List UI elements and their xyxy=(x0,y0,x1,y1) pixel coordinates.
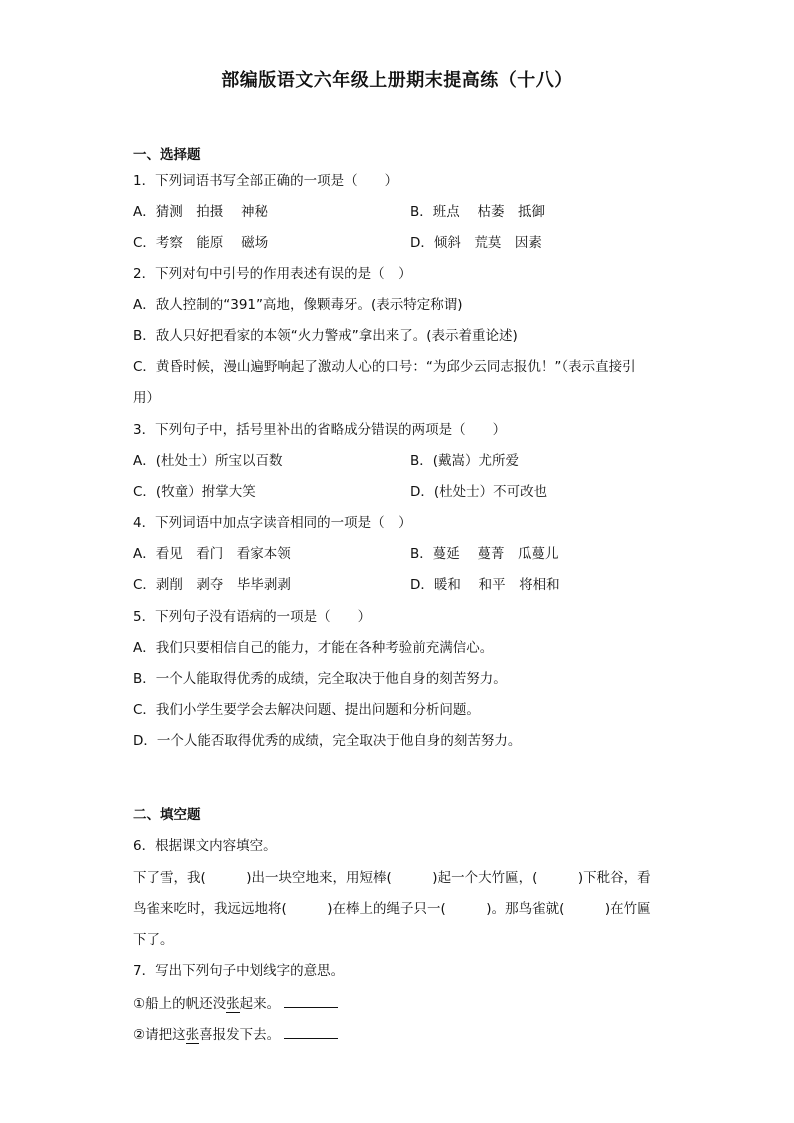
question-2-option-c-line1: C．黄昏时候，漫山遍野响起了激动人心的口号：“为邱少云同志报仇！”（表示直接引 xyxy=(133,359,636,375)
question-2-option-b: B．敌人只好把看家的本领“火力警戒”拿出来了。(表示着重论述) xyxy=(133,328,518,344)
section-heading-choice: 一、选择题 xyxy=(133,147,201,163)
question-3-option-a: A．(杜处士）所宝以百数 xyxy=(133,453,283,469)
question-4-option-c: C．剥削 剥夺 毕毕剥剥 xyxy=(133,577,291,593)
question-5-option-c: C．我们小学生要学会去解决问题、提出问题和分析问题。 xyxy=(133,702,480,718)
question-1-option-d: D．倾斜 荒莫 因素 xyxy=(410,235,542,251)
section-heading-fill: 二、填空题 xyxy=(133,807,201,823)
question-5-stem: 5．下列句子没有语病的一项是（ ） xyxy=(133,609,372,625)
sentence-2-suffix: 喜报发下去。 xyxy=(199,1027,281,1043)
answer-blank-2[interactable] xyxy=(284,1024,338,1039)
question-7-sentence-1 xyxy=(133,993,338,1014)
question-3-stem: 3．下列句子中，括号里补出的省略成分错误的两项是（ ） xyxy=(133,422,507,438)
sentence-2-underlined-char: 张 xyxy=(185,1027,200,1043)
question-4-stem: 4．下列词语中加点字读音相同的一项是（ ） xyxy=(133,515,412,531)
question-1-stem: 1．下列词语书写全部正确的一项是（ ） xyxy=(133,173,399,189)
question-1-option-b: B．班点 枯萎 抵御 xyxy=(410,204,546,220)
question-5-option-d: D．一个人能否取得优秀的成绩，完全取决于他自身的刻苦努力。 xyxy=(133,733,522,749)
question-5-option-a: A．我们只要相信自己的能力，才能在各种考验前充满信心。 xyxy=(133,640,494,656)
question-6-line1: 下了雪，我( )出一块空地来，用短棒( )起一个大竹匾，( )下秕谷，看 xyxy=(133,870,651,886)
sentence-1-prefix: ①船上的帆还没 xyxy=(133,996,227,1012)
question-4-option-d: D．暖和 和平 将相和 xyxy=(410,577,560,593)
question-6-line2: 鸟雀来吃时，我远远地将( )在棒上的绳子只一( )。那鸟雀就( )在竹匾 xyxy=(133,901,651,917)
answer-blank-1[interactable] xyxy=(284,993,338,1008)
question-2-stem: 2．下列对句中引号的作用表述有误的是（ ） xyxy=(133,266,412,282)
sentence-2-prefix: ②请把这 xyxy=(133,1027,186,1043)
question-6-stem: 6．根据课文内容填空。 xyxy=(133,838,277,854)
question-2-option-c-line2: 用） xyxy=(133,390,160,406)
question-6-line3: 下了。 xyxy=(133,932,174,948)
sentence-1-suffix: 起来。 xyxy=(239,996,281,1012)
question-5-option-b: B．一个人能取得优秀的成绩，完全取决于他自身的刻苦努力。 xyxy=(133,671,507,687)
question-7-stem: 7．写出下列句子中划线字的意思。 xyxy=(133,963,345,979)
sentence-1-underlined-char: 张 xyxy=(226,996,240,1012)
question-1-option-c: C．考察 能原 磁场 xyxy=(133,235,269,251)
question-7-sentence-2 xyxy=(133,1024,338,1045)
question-3-option-b: B．(戴嵩）尤所爱 xyxy=(410,453,520,469)
question-4-option-a: A．看见 看门 看家本领 xyxy=(133,546,291,562)
question-3-option-d: D．(杜处士）不可改也 xyxy=(410,484,548,500)
question-4-option-b: B．蔓延 蔓菁 瓜蔓儿 xyxy=(410,546,559,562)
question-1-option-a: A．猜测 拍摄 神秘 xyxy=(133,204,269,220)
question-2-option-a: A．敌人控制的“391”高地，像颗毒牙。(表示特定称谓) xyxy=(133,297,463,313)
question-3-option-c: C．(牧童）拊掌大笑 xyxy=(133,484,256,500)
page-title: 部编版语文六年级上册期末提高练（十八） xyxy=(221,70,573,91)
